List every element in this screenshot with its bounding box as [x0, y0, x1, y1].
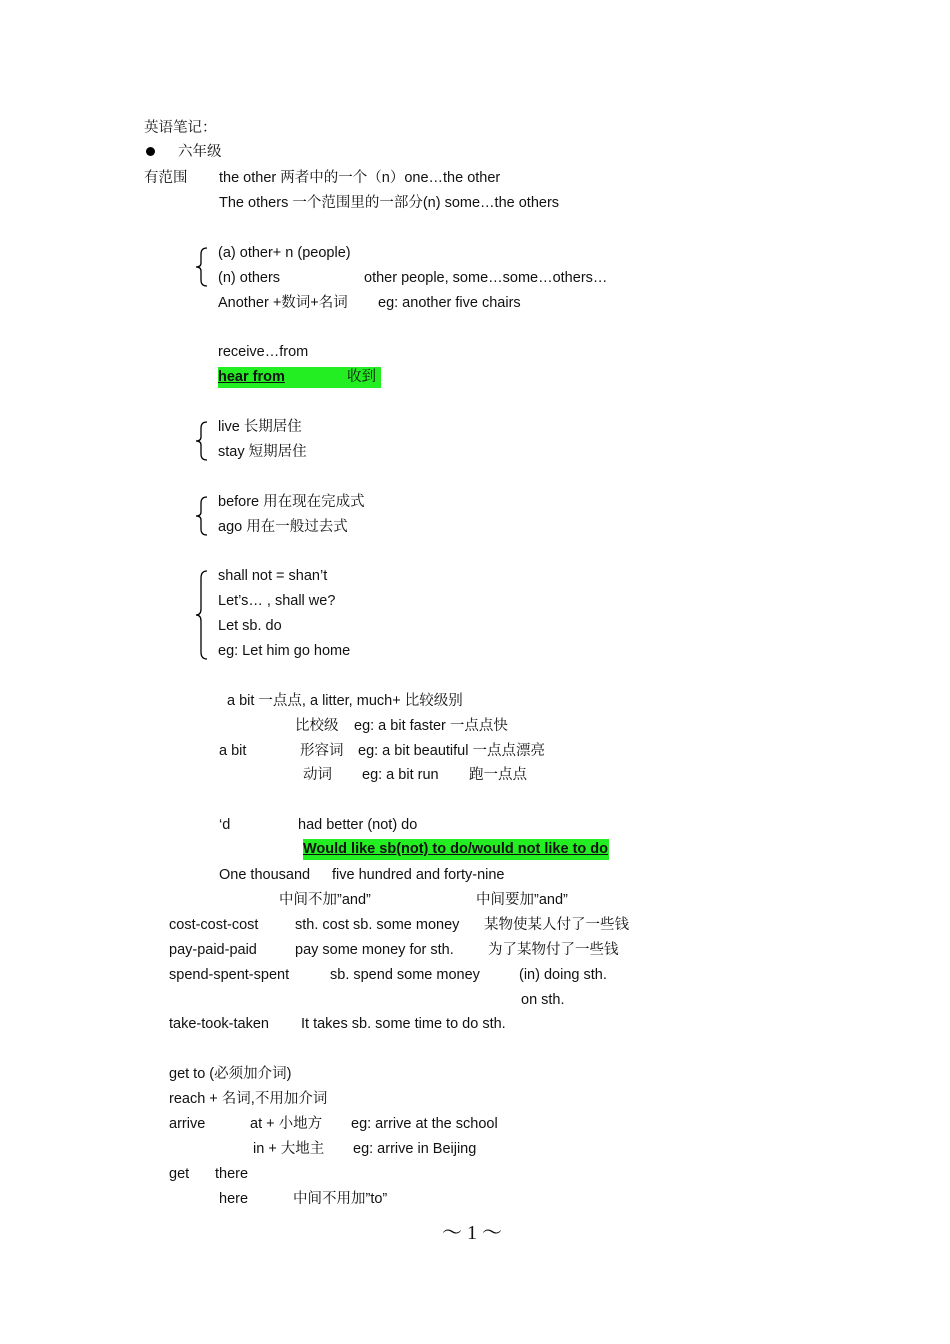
note-line: eg: arrive at the school	[351, 1116, 498, 1132]
page-number: ～ 1 ～	[442, 1222, 502, 1244]
note-line: sth. cost sb. some money	[295, 917, 460, 933]
brace-icon	[194, 496, 210, 536]
note-line: 中间要加”and”	[476, 892, 568, 908]
note-line: pay some money for sth.	[295, 942, 454, 958]
note-line: (in) doing sth.	[519, 967, 607, 983]
note-line: in + 大地主	[253, 1141, 325, 1157]
note-line: shall not = shan’t	[218, 568, 328, 584]
note-line: 中间不用加”to”	[293, 1191, 388, 1207]
note-line: ‘d	[219, 817, 231, 833]
note-line: 比校级	[295, 718, 339, 734]
note-line: take-took-taken	[169, 1016, 269, 1032]
note-line: ago 用在一般过去式	[218, 519, 348, 535]
note-line: cost-cost-cost	[169, 917, 259, 933]
note-line: Let’s… , shall we?	[218, 593, 336, 609]
note-line: eg: Let him go home	[218, 643, 351, 659]
note-line: the other 两者中的一个（n）one…the other	[219, 170, 501, 186]
note-line: eg: another five chairs	[378, 295, 521, 311]
note-line: on sth.	[521, 992, 565, 1008]
bullet-heading: 六年级	[178, 144, 222, 160]
note-line: had better (not) do	[298, 817, 418, 833]
note-line: stay 短期居住	[218, 444, 307, 460]
brace-icon	[194, 570, 210, 660]
doc-title: 英语笔记：	[144, 120, 217, 136]
note-line: The others 一个范围里的一部分(n) some…the others	[219, 195, 560, 211]
note-line: 跑一点点	[469, 767, 527, 783]
note-line: other people, some…some…others…	[364, 270, 608, 286]
note-line: eg: a bit run	[362, 767, 439, 783]
note-line: there	[215, 1166, 249, 1182]
note-line: a bit 一点点, a litter, much+ 比较级别	[227, 693, 463, 709]
hear-from-meaning: 收到	[347, 369, 376, 385]
note-line: It takes sb. some time to do sth.	[301, 1016, 506, 1032]
note-line: (n) others	[218, 270, 281, 286]
note-line: receive…from	[218, 344, 309, 360]
note-line: here	[219, 1191, 249, 1207]
note-line: 形容词	[300, 743, 344, 759]
note-line: eg: a bit beautiful 一点点漂亮	[358, 743, 545, 759]
note-line: 中间不加”and”	[279, 892, 371, 908]
note-line: live 长期居住	[218, 419, 302, 435]
note-line: One thousand	[219, 867, 311, 883]
note-line: at + 小地方	[250, 1116, 323, 1132]
note-line: arrive	[169, 1116, 206, 1132]
note-line: get	[169, 1166, 190, 1182]
note-line: eg: a bit faster 一点点快	[354, 718, 508, 734]
note-line: a bit	[219, 743, 247, 759]
note-line: Another +数词+名词	[218, 295, 348, 311]
bullet-icon	[146, 147, 155, 156]
note-line: before 用在现在完成式	[218, 494, 365, 510]
section-label: 有范围	[144, 170, 188, 186]
note-line: reach + 名词,不用加介词	[169, 1091, 328, 1107]
brace-icon	[194, 421, 210, 461]
highlight-hear-from	[218, 367, 381, 388]
note-line: get to (必须加介词)	[169, 1066, 292, 1082]
note-line: Let sb. do	[218, 618, 282, 634]
note-line: pay-paid-paid	[169, 942, 257, 958]
note-line: (a) other+ n (people)	[218, 245, 351, 261]
note-line: 为了某物付了一些钱	[488, 942, 619, 958]
hear-from-text: hear from	[218, 369, 285, 385]
note-line: sb. spend some money	[330, 967, 480, 983]
note-line: eg: arrive in Beijing	[353, 1141, 477, 1157]
highlight-would-like: Would like sb(not) to do/would not like to do	[303, 839, 609, 860]
brace-icon	[194, 247, 210, 287]
note-line: 某物使某人付了一些钱	[484, 917, 629, 933]
note-line: 动词	[303, 767, 332, 783]
note-line: spend-spent-spent	[169, 967, 290, 983]
note-line: five hundred and forty-nine	[332, 867, 505, 883]
